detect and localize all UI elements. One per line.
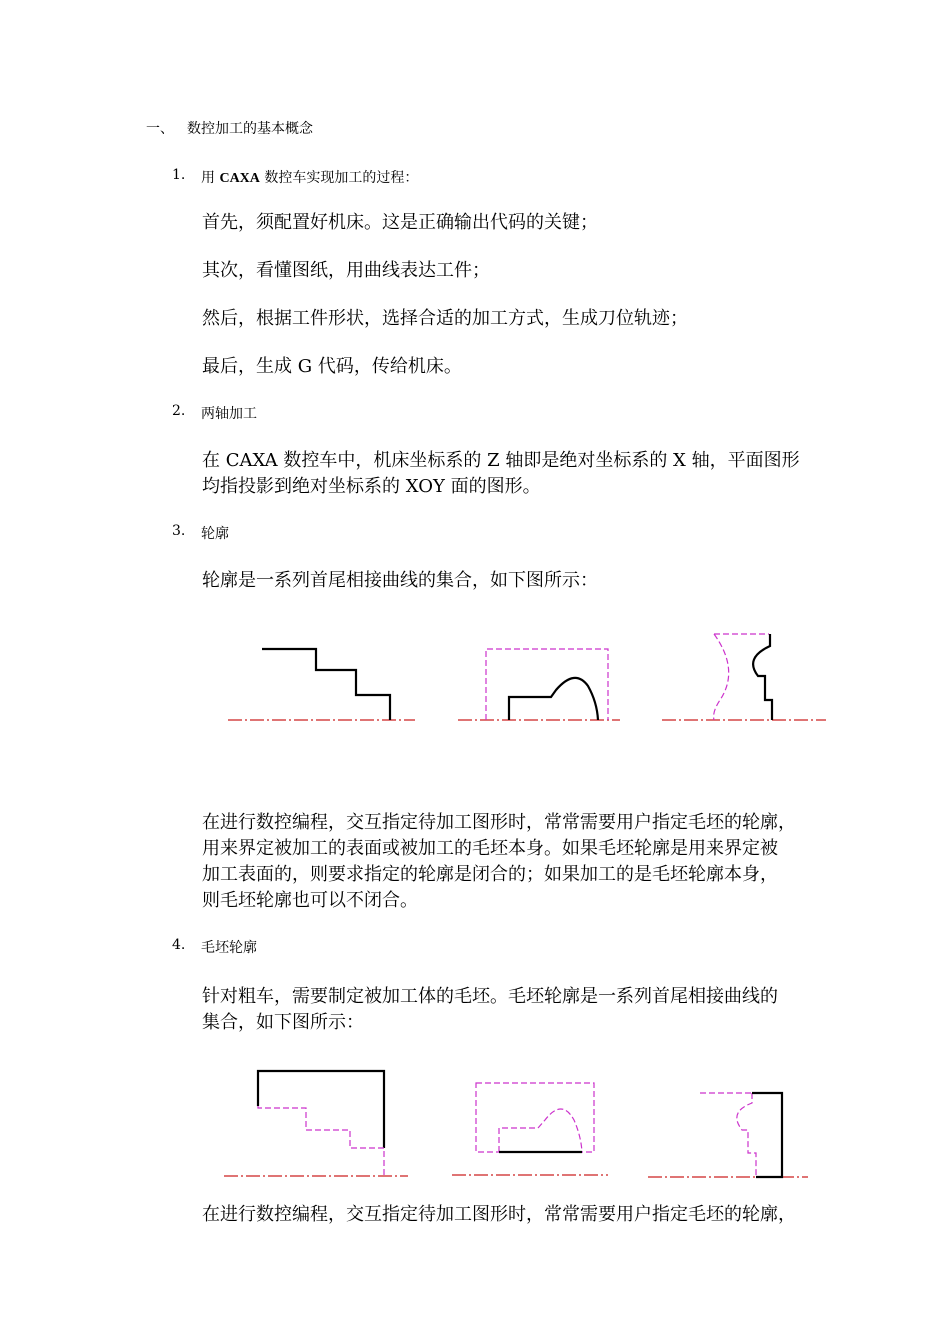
section-title: 数控加工的基本概念 (187, 121, 313, 137)
item4-trailing: 在进行数控编程，交互指定待加工图形时，常常需要用户指定毛坯的轮廓， (202, 1204, 796, 1225)
item3-intro: 轮廓是一系列首尾相接曲线的集合，如下图所示： (202, 570, 598, 591)
section-marker: 一、 (146, 121, 174, 137)
item1-title: 用 CAXA 数控车实现加工的过程： (201, 170, 419, 186)
item4-intro-line2: 集合，如下图所示： (202, 1012, 364, 1033)
blank-figure-arc (452, 1083, 608, 1175)
item4-title: 毛坯轮廓 (201, 940, 257, 956)
item3-para-line4: 则毛坯轮廓也可以不闭合。 (202, 890, 418, 911)
item1-step-3: 然后，根据工件形状，选择合适的加工方式，生成刀位轨迹； (202, 308, 688, 329)
item2-text-line1: 在 CAXA 数控车中，机床坐标系的 Z 轴即是绝对坐标系的 X 轴，平面图形 (202, 450, 800, 471)
contour-figure-concave (662, 634, 826, 720)
item1-number: 1. (172, 167, 186, 183)
item4-intro-line1: 针对粗车，需要制定被加工体的毛坯。毛坯轮廓是一系列首尾相接曲线的 (202, 986, 778, 1007)
item2-number: 2. (172, 403, 186, 419)
item1-step-1: 首先，须配置好机床。这是正确输出代码的关键； (202, 212, 598, 233)
item2-title: 两轴加工 (201, 406, 257, 422)
contour-figure-stepped (228, 649, 415, 720)
contour-figure-arc (458, 649, 620, 720)
blank-figure-stepped (224, 1071, 408, 1176)
item3-title: 轮廓 (201, 526, 229, 542)
item3-para-line3: 加工表面的，则要求指定的轮廓是闭合的；如果加工的是毛坯轮廓本身， (202, 864, 778, 885)
item1-step-4: 最后，生成 G 代码，传给机床。 (202, 356, 462, 377)
item3-number: 3. (172, 523, 186, 539)
item4-number: 4. (172, 937, 186, 953)
item1-step-2: 其次，看懂图纸，用曲线表达工件； (202, 260, 490, 281)
item3-para-line2: 用来界定被加工的表面或被加工的毛坯本身。如果毛坯轮廓是用来界定被 (202, 838, 778, 859)
item2-text-line2: 均指投影到绝对坐标系的 XOY 面的图形。 (202, 476, 541, 497)
item3-para-line1: 在进行数控编程，交互指定待加工图形时，常常需要用户指定毛坯的轮廓， (202, 812, 796, 833)
blank-figure-concave (648, 1093, 808, 1177)
